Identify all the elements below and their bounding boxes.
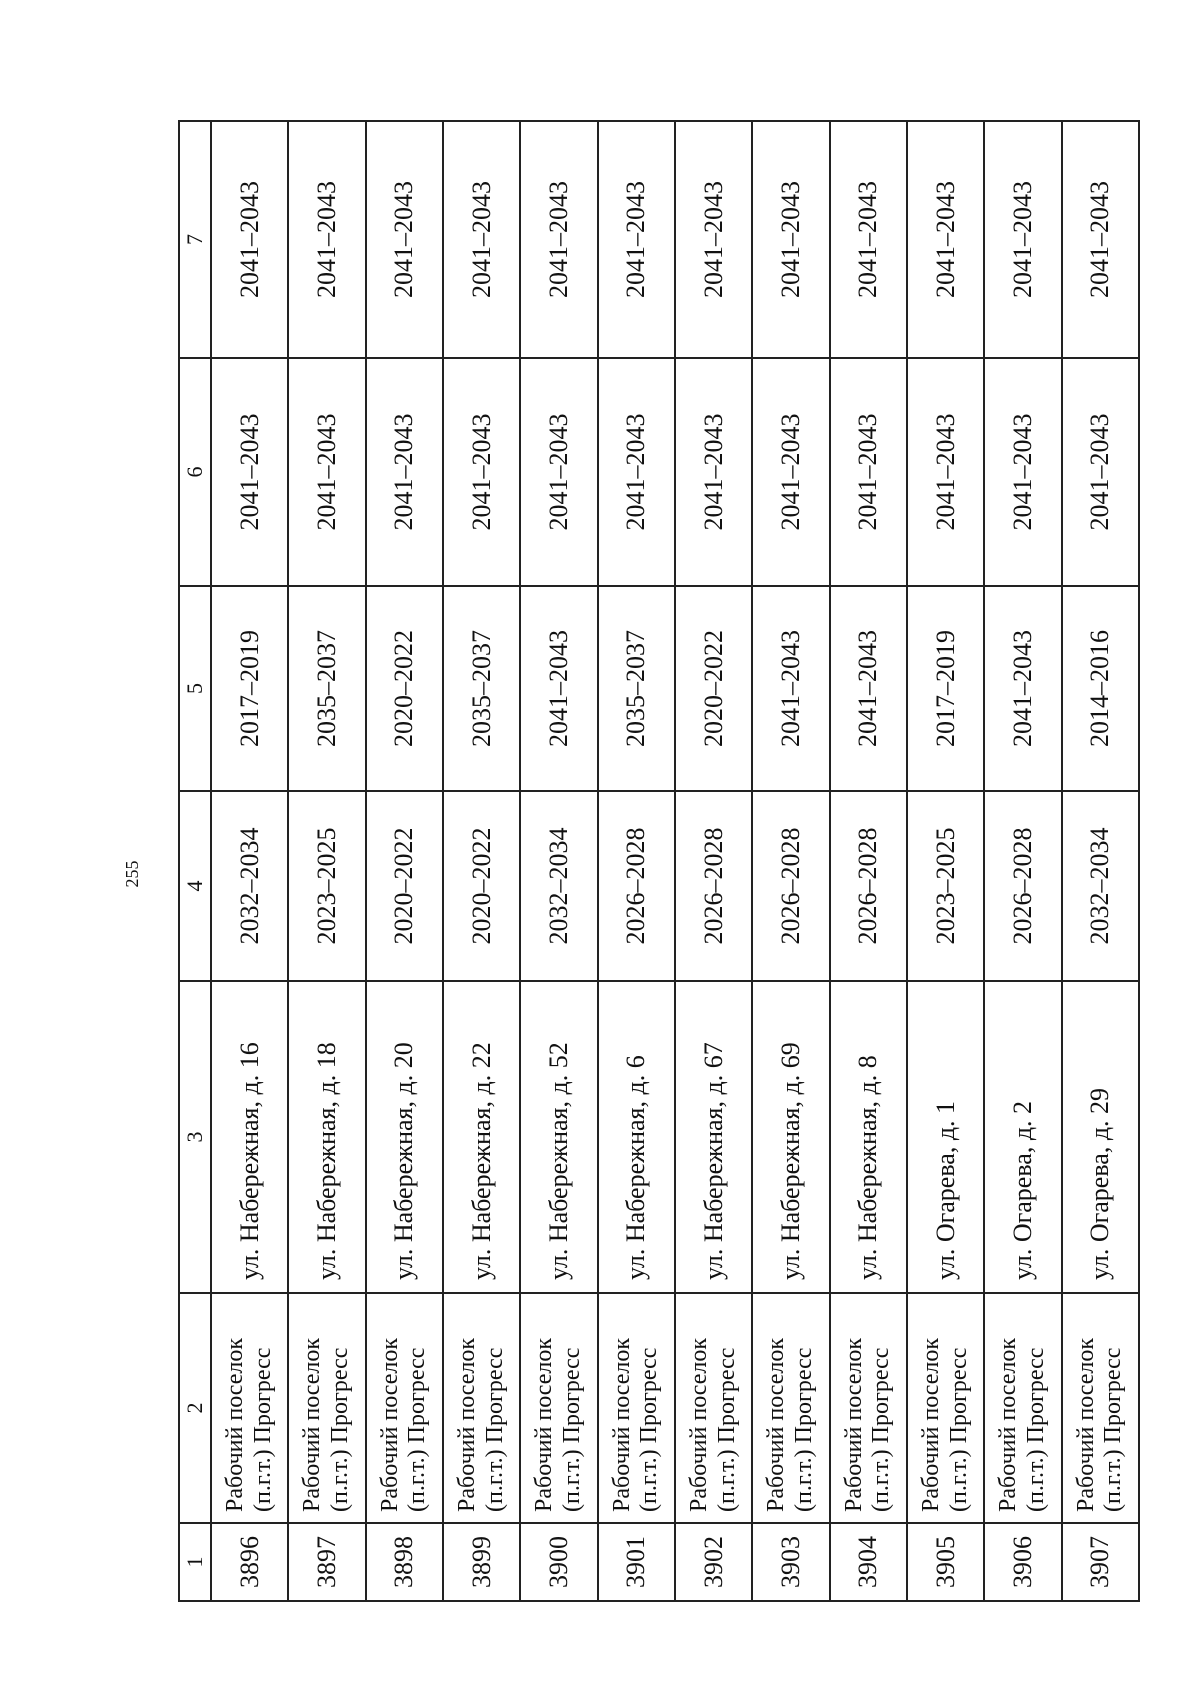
address-cell: ул. Набережная, д. 20 xyxy=(366,981,443,1293)
address-cell: ул. Огарева, д. 2 xyxy=(984,981,1061,1293)
table-row xyxy=(830,121,907,1601)
period-cell: 2023–2025 xyxy=(288,791,365,981)
address-cell: ул. Набережная, д. 67 xyxy=(675,981,752,1293)
settlement-cell: Рабочий поселок (п.г.т.) Прогресс xyxy=(1062,1293,1139,1523)
table-row xyxy=(675,121,752,1601)
table-row xyxy=(984,121,1061,1601)
address-cell: ул. Набережная, д. 8 xyxy=(830,981,907,1293)
period-cell: 2041–2043 xyxy=(752,586,829,791)
period-cell: 2041–2043 xyxy=(520,358,597,586)
column-header: 1 xyxy=(179,1523,211,1601)
row-number-cell: 3901 xyxy=(598,1523,675,1601)
period-cell: 2014–2016 xyxy=(1062,586,1139,791)
row-number-cell: 3906 xyxy=(984,1523,1061,1601)
column-header: 5 xyxy=(179,586,211,791)
period-cell: 2041–2043 xyxy=(598,358,675,586)
table-row xyxy=(520,121,597,1601)
period-cell: 2041–2043 xyxy=(830,121,907,358)
period-cell: 2041–2043 xyxy=(907,358,984,586)
table-row xyxy=(1062,121,1139,1601)
period-cell: 2020–2022 xyxy=(675,586,752,791)
address-cell: ул. Огарева, д. 29 xyxy=(1062,981,1139,1293)
column-header: 3 xyxy=(179,981,211,1293)
period-cell: 2041–2043 xyxy=(752,121,829,358)
table-row xyxy=(443,121,520,1601)
table-row xyxy=(288,121,365,1601)
settlement-cell: Рабочий поселок (п.г.т.) Прогресс xyxy=(520,1293,597,1523)
settlement-cell: Рабочий поселок (п.г.т.) Прогресс xyxy=(907,1293,984,1523)
row-number-cell: 3905 xyxy=(907,1523,984,1601)
settlement-cell: Рабочий поселок (п.г.т.) Прогресс xyxy=(598,1293,675,1523)
table-row xyxy=(211,121,288,1601)
row-number-cell: 3899 xyxy=(443,1523,520,1601)
period-cell: 2041–2043 xyxy=(1062,358,1139,586)
period-cell: 2041–2043 xyxy=(830,586,907,791)
settlement-cell: Рабочий поселок (п.г.т.) Прогресс xyxy=(675,1293,752,1523)
table-row xyxy=(907,121,984,1601)
period-cell: 2026–2028 xyxy=(830,791,907,981)
period-cell: 2020–2022 xyxy=(366,791,443,981)
period-cell: 2041–2043 xyxy=(443,121,520,358)
settlement-cell: Рабочий поселок (п.г.т.) Прогресс xyxy=(830,1293,907,1523)
period-cell: 2035–2037 xyxy=(443,586,520,791)
period-cell: 2041–2043 xyxy=(443,358,520,586)
period-cell: 2041–2043 xyxy=(830,358,907,586)
period-cell: 2041–2043 xyxy=(288,121,365,358)
column-header: 4 xyxy=(179,791,211,981)
period-cell: 2020–2022 xyxy=(443,791,520,981)
address-cell: ул. Набережная, д. 6 xyxy=(598,981,675,1293)
period-cell: 2032–2034 xyxy=(211,791,288,981)
address-cell: ул. Набережная, д. 22 xyxy=(443,981,520,1293)
table-row xyxy=(752,121,829,1601)
period-cell: 2041–2043 xyxy=(598,121,675,358)
column-header: 7 xyxy=(179,121,211,358)
period-cell: 2041–2043 xyxy=(675,121,752,358)
period-cell: 2023–2025 xyxy=(907,791,984,981)
period-cell: 2041–2043 xyxy=(211,121,288,358)
period-cell: 2041–2043 xyxy=(675,358,752,586)
housing-repair-schedule-table xyxy=(178,120,1140,1602)
row-number-cell: 3897 xyxy=(288,1523,365,1601)
period-cell: 2035–2037 xyxy=(598,586,675,791)
period-cell: 2017–2019 xyxy=(907,586,984,791)
address-cell: ул. Огарева, д. 1 xyxy=(907,981,984,1293)
period-cell: 2032–2034 xyxy=(520,791,597,981)
settlement-cell: Рабочий поселок (п.г.т.) Прогресс xyxy=(443,1293,520,1523)
period-cell: 2026–2028 xyxy=(598,791,675,981)
address-cell: ул. Набережная, д. 16 xyxy=(211,981,288,1293)
period-cell: 2041–2043 xyxy=(366,358,443,586)
table-row xyxy=(598,121,675,1601)
row-number-cell: 3904 xyxy=(830,1523,907,1601)
period-cell: 2041–2043 xyxy=(211,358,288,586)
period-cell: 2026–2028 xyxy=(984,791,1061,981)
period-cell: 2041–2043 xyxy=(520,121,597,358)
period-cell: 2032–2034 xyxy=(1062,791,1139,981)
row-number-cell: 3903 xyxy=(752,1523,829,1601)
period-cell: 2041–2043 xyxy=(984,121,1061,358)
row-number-cell: 3902 xyxy=(675,1523,752,1601)
period-cell: 2041–2043 xyxy=(1062,121,1139,358)
table-row xyxy=(366,121,443,1601)
settlement-cell: Рабочий поселок (п.г.т.) Прогресс xyxy=(366,1293,443,1523)
row-number-cell: 3898 xyxy=(366,1523,443,1601)
period-cell: 2041–2043 xyxy=(288,358,365,586)
period-cell: 2026–2028 xyxy=(675,791,752,981)
table-container xyxy=(178,122,1140,1602)
column-header: 2 xyxy=(179,1293,211,1523)
row-number-cell: 3896 xyxy=(211,1523,288,1601)
column-header: 6 xyxy=(179,358,211,586)
period-cell: 2041–2043 xyxy=(907,121,984,358)
period-cell: 2035–2037 xyxy=(288,586,365,791)
period-cell: 2041–2043 xyxy=(520,586,597,791)
address-cell: ул. Набережная, д. 69 xyxy=(752,981,829,1293)
period-cell: 2020–2022 xyxy=(366,586,443,791)
period-cell: 2041–2043 xyxy=(366,121,443,358)
period-cell: 2041–2043 xyxy=(752,358,829,586)
page-number: 255 xyxy=(122,860,142,888)
address-cell: ул. Набережная, д. 52 xyxy=(520,981,597,1293)
settlement-cell: Рабочий поселок (п.г.т.) Прогресс xyxy=(752,1293,829,1523)
settlement-cell: Рабочий поселок (п.г.т.) Прогресс xyxy=(984,1293,1061,1523)
period-cell: 2041–2043 xyxy=(984,586,1061,791)
period-cell: 2026–2028 xyxy=(752,791,829,981)
period-cell: 2017–2019 xyxy=(211,586,288,791)
settlement-cell: Рабочий поселок (п.г.т.) Прогресс xyxy=(288,1293,365,1523)
address-cell: ул. Набережная, д. 18 xyxy=(288,981,365,1293)
row-number-cell: 3907 xyxy=(1062,1523,1139,1601)
settlement-cell: Рабочий поселок (п.г.т.) Прогресс xyxy=(211,1293,288,1523)
period-cell: 2041–2043 xyxy=(984,358,1061,586)
row-number-cell: 3900 xyxy=(520,1523,597,1601)
table-header-row xyxy=(179,121,211,1601)
